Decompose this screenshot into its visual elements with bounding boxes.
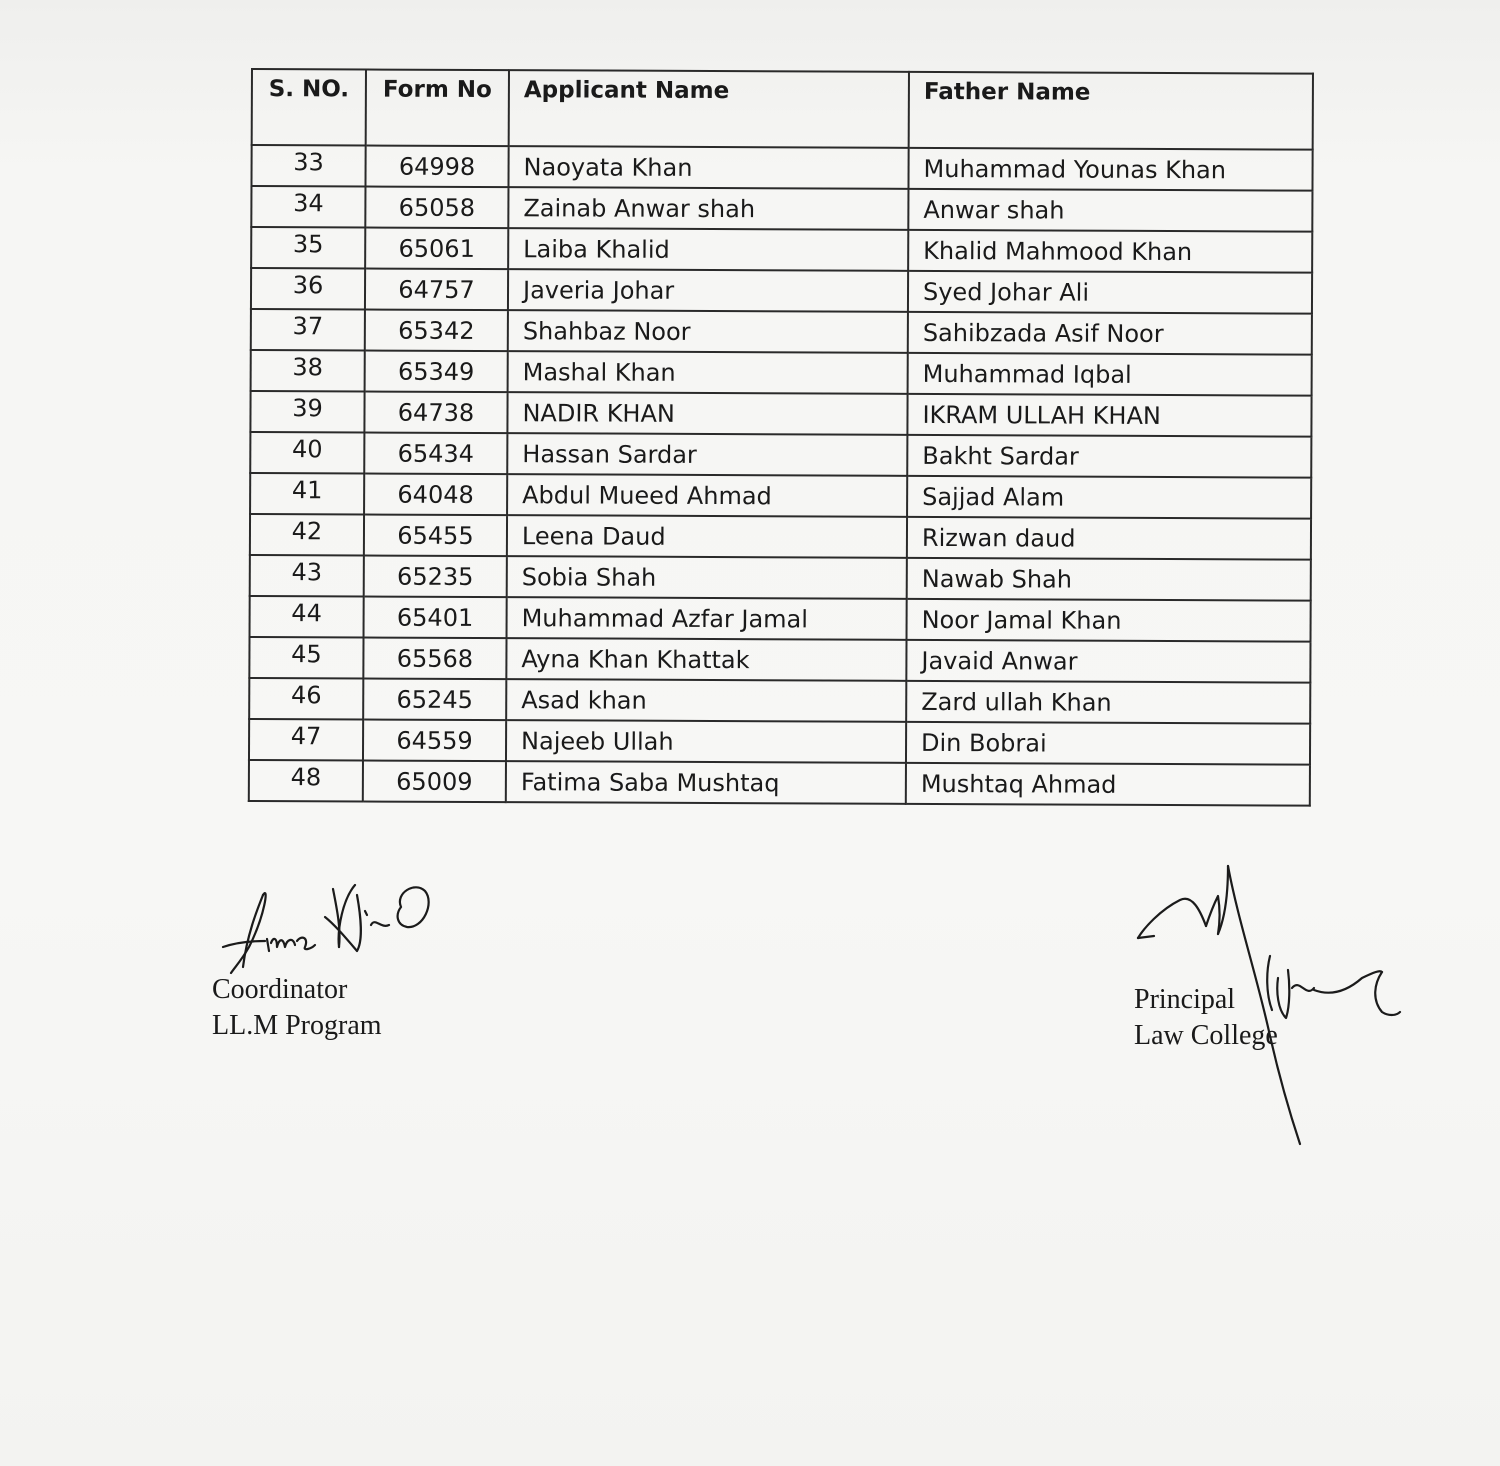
cell-sno: 39 bbox=[250, 391, 364, 432]
cell-sno: 42 bbox=[250, 514, 364, 555]
table-row bbox=[250, 555, 1311, 601]
cell-father-name: Zard ullah Khan bbox=[906, 681, 1310, 724]
cell-father-name: Nawab Shah bbox=[907, 558, 1311, 601]
cell-applicant-name: NADIR KHAN bbox=[507, 392, 907, 435]
table-row bbox=[251, 145, 1312, 191]
coordinator-signature-block bbox=[212, 972, 382, 1044]
principal-signature-block bbox=[1134, 982, 1278, 1054]
table-header-row bbox=[252, 69, 1313, 150]
cell-sno: 44 bbox=[250, 596, 364, 637]
principal-college: Law College bbox=[1134, 1020, 1278, 1051]
cell-father-name: Mushtaq Ahmad bbox=[906, 763, 1310, 806]
cell-sno: 48 bbox=[249, 760, 363, 801]
cell-father-name: Sahibzada Asif Noor bbox=[908, 312, 1312, 355]
cell-sno: 37 bbox=[251, 309, 365, 350]
cell-form-no: 64048 bbox=[364, 473, 507, 515]
table-row bbox=[249, 637, 1310, 683]
cell-father-name: Muhammad Younas Khan bbox=[908, 148, 1312, 191]
cell-sno: 46 bbox=[249, 678, 363, 719]
cell-sno: 36 bbox=[251, 268, 365, 309]
cell-form-no: 65401 bbox=[364, 596, 507, 638]
cell-form-no: 65245 bbox=[363, 678, 506, 720]
table-row bbox=[250, 432, 1311, 478]
table-row bbox=[250, 514, 1311, 560]
table-row bbox=[251, 227, 1312, 273]
header-applicant-name: Applicant Name bbox=[509, 70, 909, 148]
cell-sno: 47 bbox=[249, 719, 363, 760]
cell-form-no: 65455 bbox=[364, 514, 507, 556]
cell-father-name: IKRAM ULLAH KHAN bbox=[907, 394, 1311, 437]
cell-applicant-name: Asad khan bbox=[506, 679, 906, 722]
cell-form-no: 65568 bbox=[363, 637, 506, 679]
cell-father-name: Bakht Sardar bbox=[907, 435, 1311, 478]
cell-sno: 34 bbox=[251, 186, 365, 227]
cell-form-no: 65342 bbox=[365, 309, 508, 351]
cell-applicant-name: Fatima Saba Mushtaq bbox=[506, 761, 906, 804]
cell-form-no: 65349 bbox=[365, 350, 508, 392]
table-row bbox=[250, 473, 1311, 519]
cell-applicant-name: Leena Daud bbox=[507, 515, 907, 558]
cell-sno: 43 bbox=[250, 555, 364, 596]
coordinator-title: Coordinator bbox=[212, 974, 348, 1005]
cell-applicant-name: Hassan Sardar bbox=[507, 433, 907, 476]
table-row bbox=[250, 391, 1311, 437]
cell-applicant-name: Najeeb Ullah bbox=[506, 720, 906, 763]
table-row bbox=[251, 186, 1312, 232]
cell-applicant-name: Laiba Khalid bbox=[508, 228, 908, 271]
applicant-list-table bbox=[248, 68, 1314, 807]
cell-form-no: 64998 bbox=[365, 146, 508, 188]
cell-father-name: Khalid Mahmood Khan bbox=[908, 230, 1312, 273]
cell-form-no: 64757 bbox=[365, 268, 508, 310]
cell-father-name: Din Bobrai bbox=[906, 722, 1310, 765]
cell-father-name: Noor Jamal Khan bbox=[907, 599, 1311, 642]
table-row bbox=[251, 350, 1312, 396]
cell-applicant-name: Ayna Khan Khattak bbox=[506, 638, 906, 681]
cell-applicant-name: Muhammad Azfar Jamal bbox=[507, 597, 907, 640]
cell-sno: 41 bbox=[250, 473, 364, 514]
table-row bbox=[249, 719, 1310, 765]
header-form-no: Form No bbox=[366, 70, 509, 147]
header-sno: S. NO. bbox=[252, 69, 366, 145]
cell-father-name: Javaid Anwar bbox=[906, 640, 1310, 683]
cell-applicant-name: Javeria Johar bbox=[508, 269, 908, 312]
cell-applicant-name: Zainab Anwar shah bbox=[508, 187, 908, 230]
cell-form-no: 65058 bbox=[365, 187, 508, 229]
principal-title: Principal bbox=[1134, 984, 1236, 1015]
cell-form-no: 65434 bbox=[364, 432, 507, 474]
cell-father-name: Muhammad Iqbal bbox=[908, 353, 1312, 396]
cell-father-name: Sajjad Alam bbox=[907, 476, 1311, 519]
cell-sno: 33 bbox=[251, 145, 365, 186]
coordinator-signature bbox=[205, 855, 445, 985]
table-row bbox=[251, 268, 1312, 314]
cell-form-no: 65235 bbox=[364, 555, 507, 597]
cell-form-no: 65009 bbox=[363, 760, 506, 802]
cell-sno: 40 bbox=[250, 432, 364, 473]
cell-father-name: Rizwan daud bbox=[907, 517, 1311, 560]
cell-sno: 45 bbox=[249, 637, 363, 678]
cell-applicant-name: Shahbaz Noor bbox=[508, 310, 908, 353]
cell-applicant-name: Sobia Shah bbox=[507, 556, 907, 599]
cell-form-no: 64559 bbox=[363, 719, 506, 761]
table-row bbox=[249, 760, 1310, 806]
cell-father-name: Anwar shah bbox=[908, 189, 1312, 232]
cell-sno: 38 bbox=[251, 350, 365, 391]
cell-applicant-name: Abdul Mueed Ahmad bbox=[507, 474, 907, 517]
cell-applicant-name: Mashal Khan bbox=[508, 351, 908, 394]
cell-form-no: 64738 bbox=[364, 391, 507, 433]
cell-applicant-name: Naoyata Khan bbox=[508, 146, 908, 189]
table-row bbox=[250, 596, 1311, 642]
header-father-name: Father Name bbox=[909, 72, 1313, 150]
table-body bbox=[249, 145, 1313, 806]
table-row bbox=[251, 309, 1312, 355]
cell-father-name: Syed Johar Ali bbox=[908, 271, 1312, 314]
cell-form-no: 65061 bbox=[365, 228, 508, 270]
cell-sno: 35 bbox=[251, 227, 365, 268]
coordinator-program: LL.M Program bbox=[212, 1010, 382, 1041]
table-row bbox=[249, 678, 1310, 724]
